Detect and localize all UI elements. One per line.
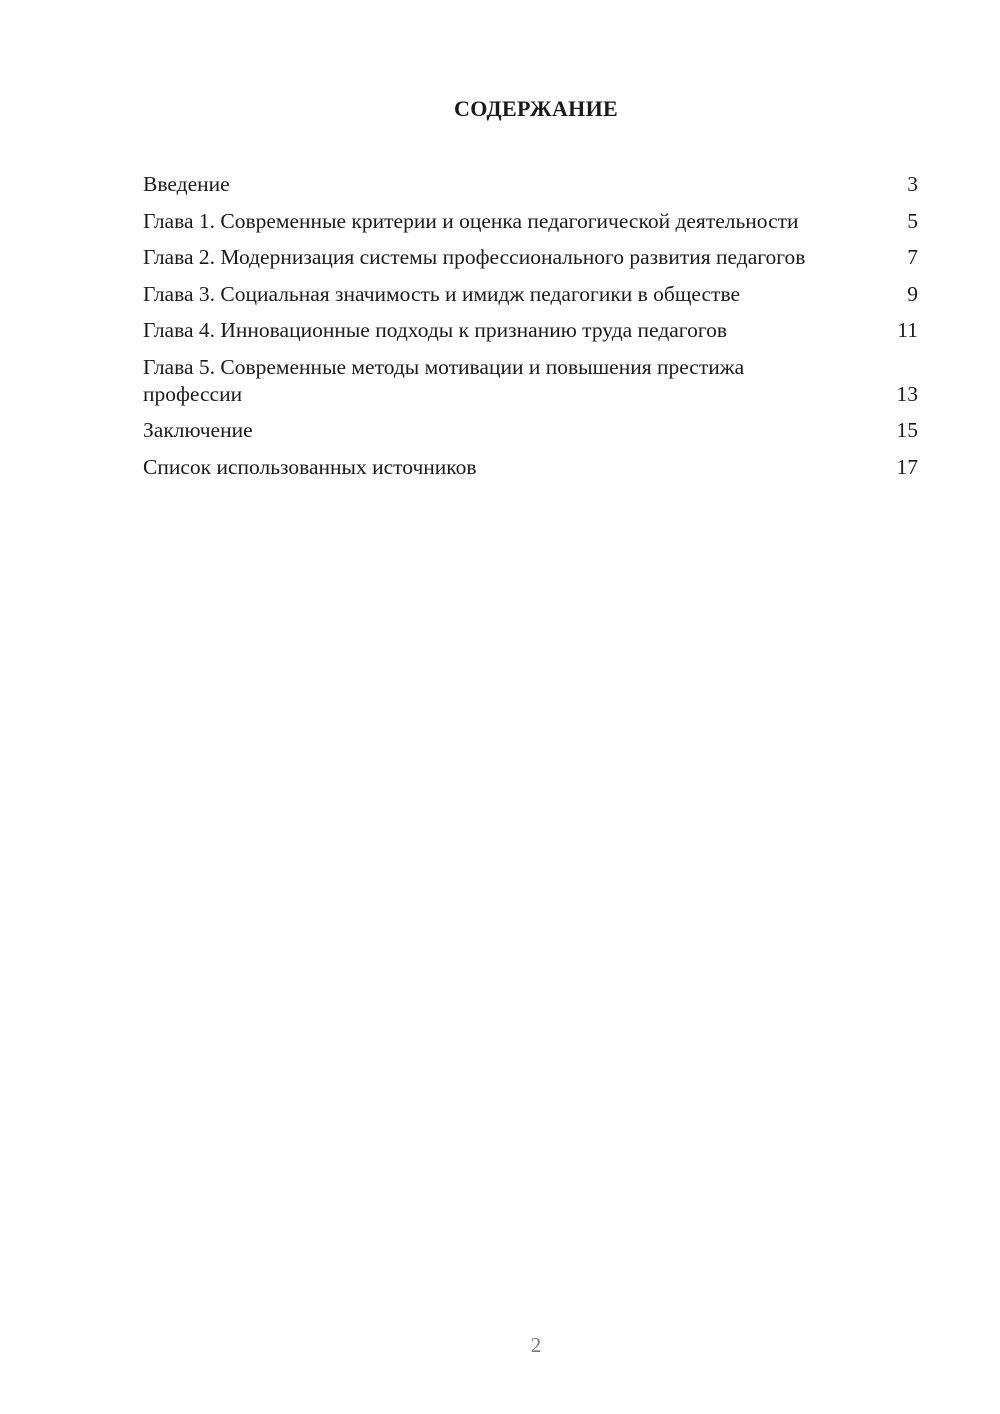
toc-entry-introduction [143,171,918,198]
toc-entry-title: Список использованных источников [143,454,477,479]
toc-entry-page: 3 [907,172,918,196]
toc-entry-title: Глава 3. Социальная значимость и имидж педагогики в обществе [143,281,741,306]
page-title: СОДЕРЖАНИЕ [454,96,618,121]
toc-entry-title: Глава 5. Современные методы мотивации и повышения престижа профессии [143,354,745,406]
toc-entry-title: Введение [143,172,230,196]
toc-entry-references [143,454,918,481]
toc-entry-page: 7 [907,245,918,269]
toc-entry-chapter-1 [143,208,918,235]
toc-entry-title: Глава 1. Современные критерии и оценка педагогической деятельности [143,208,799,233]
toc-entry-page: 13 [896,381,918,406]
toc-entry-chapter-2 [143,244,918,271]
toc-entry-page: 11 [897,318,918,342]
toc-entry-page: 5 [907,208,918,233]
toc-entry-chapter-3 [143,281,918,308]
page-number: 2 [530,1333,542,1357]
table-of-contents [143,171,918,490]
toc-entry-title: Глава 2. Модернизация системы профессионального развития педагогов [143,245,806,269]
toc-entry-page: 15 [896,418,918,442]
toc-entry-chapter-5 [143,354,918,408]
toc-entry-title: Заключение [143,418,253,442]
toc-entry-title: Глава 4. Инновационные подходы к признанию труда педагогов [143,318,728,342]
toc-entry-conclusion [143,417,918,444]
toc-entry-page: 17 [896,454,918,479]
toc-entry-page: 9 [907,281,918,306]
toc-entry-chapter-4 [143,317,918,344]
